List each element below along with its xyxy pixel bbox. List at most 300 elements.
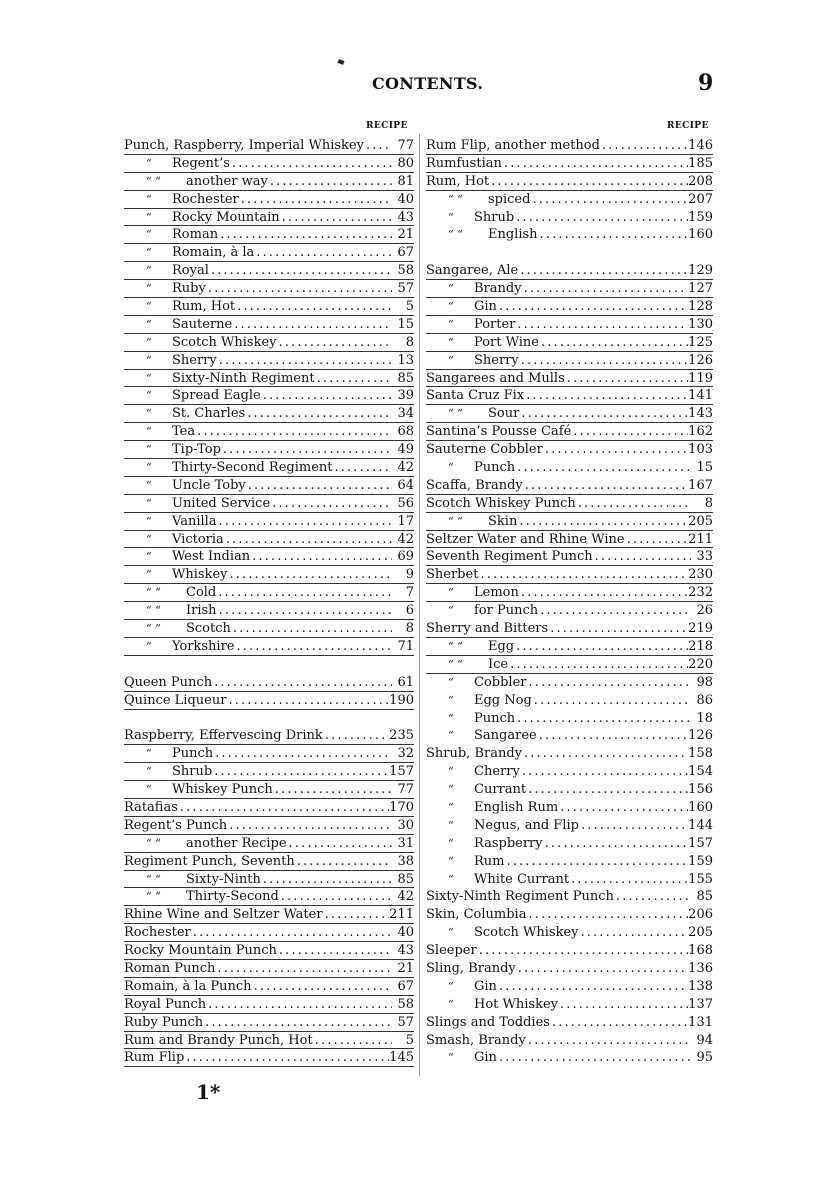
index-entry (426, 996, 713, 1014)
leader-dots (515, 710, 691, 728)
leader-dots (230, 155, 392, 173)
index-entry (426, 799, 713, 817)
leader-dots (579, 924, 689, 942)
index-entry (124, 191, 414, 209)
entry-page-number: 39 (397, 388, 414, 404)
entry-page-number: 143 (688, 406, 713, 422)
leader-dots (571, 423, 688, 441)
entry-page-number: 211 (688, 531, 713, 547)
entry-page-number: 160 (688, 227, 713, 243)
leader-dots (515, 459, 691, 477)
entry-title: Spread Eagle (172, 388, 261, 404)
leader-dots (209, 262, 392, 280)
index-entry (426, 978, 713, 996)
entry-text (426, 656, 508, 674)
entry-text (124, 853, 295, 871)
right-column (426, 137, 713, 1067)
entry-title: Sangarees and Mulls (426, 370, 565, 386)
index-entry (124, 763, 414, 781)
entry-text (426, 387, 524, 405)
entry-title: Cobbler (474, 674, 527, 690)
entry-page-number: 154 (688, 764, 713, 780)
entry-title: Whiskey (172, 567, 228, 583)
entry-title: Regent’s Punch (124, 817, 228, 833)
entry-page-number: 220 (688, 656, 713, 672)
entry-text (426, 280, 522, 298)
leader-dots (515, 316, 688, 334)
entry-title: Rum (474, 853, 505, 869)
entry-title: Thirty-Second (186, 889, 279, 905)
entry-page-number: 33 (696, 549, 713, 565)
column-divider (419, 134, 420, 1076)
index-entry (124, 209, 414, 227)
entry-page-number: 40 (397, 191, 414, 207)
entry-page-number: 77 (397, 138, 414, 153)
entry-page-number: 130 (688, 316, 713, 332)
entry-page-number: 167 (688, 477, 713, 493)
entry-page-number: 126 (688, 728, 713, 744)
ditto-mark: “ (146, 478, 152, 492)
index-entry (124, 226, 414, 244)
leader-dots (478, 566, 688, 584)
entry-title: Sauterne (172, 316, 233, 332)
entry-text (124, 763, 212, 781)
entry-page-number: 42 (397, 531, 414, 547)
entry-text (124, 960, 215, 978)
entry-title: English (488, 227, 538, 243)
right-column-label: RECIPE (667, 121, 709, 131)
entry-title: United Service (172, 495, 271, 511)
entry-text (426, 674, 526, 692)
entry-text (426, 620, 548, 638)
leader-dots (206, 280, 392, 298)
ditto-mark: “ (448, 800, 454, 814)
leader-dots (614, 888, 691, 906)
leader-dots (235, 298, 392, 316)
index-entry (426, 226, 713, 244)
leader-dots (538, 602, 691, 620)
index-entry (426, 584, 713, 602)
index-entry (124, 370, 414, 388)
entry-text (426, 441, 543, 459)
entry-page-number: 207 (688, 191, 713, 207)
entry-text (426, 888, 614, 906)
leader-dots (625, 531, 689, 549)
index-entry (426, 835, 713, 853)
entry-title: Punch (474, 710, 516, 726)
leader-dots (212, 763, 389, 781)
leader-dots (273, 781, 392, 799)
entry-text (124, 352, 217, 370)
index-entry (124, 316, 414, 334)
entry-text (124, 495, 270, 513)
leader-dots (489, 173, 688, 191)
index-entry (426, 316, 713, 334)
left-column-label: RECIPE (366, 121, 408, 131)
entry-title: Shrub, Brandy (426, 746, 523, 762)
leader-dots (252, 978, 392, 996)
entry-title: Vanilla (172, 513, 217, 529)
index-entry (426, 262, 713, 280)
entry-text (124, 566, 227, 584)
entry-title: Egg (488, 638, 515, 654)
entry-title: Queen Punch (124, 674, 213, 690)
leader-dots (539, 334, 688, 352)
entry-title: Punch, Raspberry, Imperial Whiskey (124, 138, 364, 153)
ditto-mark: “ (146, 461, 152, 475)
leader-dots (261, 387, 392, 405)
ditto-mark: “ (448, 818, 454, 832)
entry-page-number: 126 (688, 352, 713, 368)
leader-dots (550, 1014, 688, 1032)
entry-title: Punch (172, 746, 214, 762)
leader-dots (224, 531, 392, 549)
leader-dots (517, 513, 688, 531)
entry-title: Royal Punch (124, 996, 207, 1012)
entry-title: Sixty-Ninth (186, 871, 261, 887)
entry-page-number: 40 (397, 925, 414, 941)
entry-page-number: 230 (688, 567, 713, 583)
entry-page-number: 30 (397, 817, 414, 833)
index-entry (124, 1049, 414, 1067)
entry-text (124, 781, 273, 799)
entry-text (124, 799, 178, 817)
entry-page-number: 42 (397, 889, 414, 905)
index-entry (124, 262, 414, 280)
entry-text (124, 602, 217, 620)
entry-text (124, 316, 232, 334)
entry-page-number: 71 (397, 638, 414, 654)
entry-title: Sixty-Ninth Regiment (172, 370, 315, 386)
index-entry (124, 298, 414, 316)
index-entry (426, 656, 713, 674)
ditto-mark: “ (146, 282, 152, 296)
entry-text (124, 513, 217, 531)
ditto-mark: “ “ (448, 514, 463, 528)
entry-title: Gin (474, 299, 497, 315)
leader-dots (502, 155, 688, 173)
leader-dots (497, 1049, 691, 1067)
ditto-mark: “ (146, 747, 152, 761)
index-entry (124, 638, 414, 656)
entry-title: Santina’s Pousse Café (426, 424, 572, 440)
entry-text (426, 531, 625, 549)
leader-dots (287, 835, 392, 853)
entry-page-number: 155 (688, 871, 713, 887)
entry-title: Royal (172, 263, 209, 279)
ditto-mark: “ (146, 192, 152, 206)
entry-title: Rocky Mountain (172, 209, 280, 225)
entry-text (124, 137, 364, 155)
entry-title: Slings and Toddies (426, 1014, 550, 1030)
spacer (124, 710, 414, 728)
entry-text (124, 477, 246, 495)
index-entry (426, 727, 713, 745)
page-number: 9 (698, 70, 714, 96)
index-entry (426, 548, 713, 566)
leader-dots (246, 477, 392, 495)
entry-page-number: 137 (688, 996, 713, 1012)
ditto-mark: “ (146, 496, 152, 510)
index-entry (124, 781, 414, 799)
entry-text (124, 423, 195, 441)
entry-text (426, 316, 515, 334)
leader-dots (526, 906, 688, 924)
entry-text (124, 370, 315, 388)
leader-dots (217, 513, 392, 531)
leader-dots (520, 763, 688, 781)
leader-dots (212, 674, 392, 692)
leader-dots (514, 209, 688, 227)
leader-dots (206, 996, 392, 1014)
entry-page-number: 159 (688, 853, 713, 869)
index-entry (426, 710, 713, 728)
entry-text (124, 262, 209, 280)
index-entry (124, 173, 414, 191)
entry-page-number: 13 (397, 352, 414, 368)
entry-title: another way (186, 173, 268, 189)
leader-dots (245, 405, 392, 423)
leader-dots (280, 209, 392, 227)
entry-text (426, 835, 543, 853)
index-entry (124, 137, 414, 155)
leader-dots (524, 387, 688, 405)
leader-dots (270, 495, 392, 513)
index-entry (124, 280, 414, 298)
index-entry (124, 477, 414, 495)
entry-title: Ruby Punch (124, 1014, 204, 1030)
leader-dots (522, 280, 689, 298)
entry-title: Sangaree (474, 728, 537, 744)
entry-page-number: 146 (688, 138, 713, 153)
entry-title: Rum Flip (124, 1050, 185, 1066)
entry-page-number: 232 (688, 585, 713, 601)
entry-title: Brandy (474, 281, 522, 297)
entry-page-number: 61 (397, 674, 414, 690)
entry-title: Porter (474, 316, 516, 332)
entry-text (124, 548, 250, 566)
entry-title: Roman (172, 227, 219, 243)
entry-page-number: 81 (397, 173, 414, 189)
index-entry (426, 1049, 713, 1067)
index-entry (124, 244, 414, 262)
ditto-mark: “ (146, 335, 152, 349)
entry-text (124, 978, 252, 996)
entry-text (426, 352, 519, 370)
leader-dots (505, 853, 689, 871)
entry-page-number: 15 (397, 316, 414, 332)
ditto-mark: “ (448, 1051, 454, 1065)
ditto-mark: “ (146, 228, 152, 242)
entry-text (426, 692, 532, 710)
entry-page-number: 206 (688, 907, 713, 923)
entry-title: Rum, Hot (172, 299, 236, 315)
entry-text (124, 906, 323, 924)
index-entry (426, 1032, 713, 1050)
entry-title: Sherry (474, 352, 519, 368)
leader-dots (593, 548, 691, 566)
index-entry (426, 745, 713, 763)
entry-title: Rocky Mountain Punch (124, 943, 277, 959)
ditto-mark: “ (146, 246, 152, 260)
index-entry (426, 352, 713, 370)
entry-text (426, 602, 538, 620)
entry-title: Gin (474, 978, 497, 994)
index-entry (426, 1014, 713, 1032)
entry-title: Shrub (474, 209, 515, 225)
entry-text (426, 209, 514, 227)
entry-title: Sherry (172, 352, 217, 368)
index-entry (124, 960, 414, 978)
entry-page-number: 8 (405, 334, 414, 350)
ditto-mark: “ (146, 317, 152, 331)
index-entry (426, 817, 713, 835)
index-entry (124, 835, 414, 853)
entry-text (426, 978, 497, 996)
entry-text (426, 548, 593, 566)
spacer (124, 656, 414, 674)
ditto-mark: “ “ (146, 174, 161, 188)
entry-page-number: 49 (397, 442, 414, 458)
index-entry (426, 298, 713, 316)
leader-dots (558, 996, 688, 1014)
entry-title: Whiskey Punch (172, 782, 273, 798)
entry-page-number: 156 (688, 782, 713, 798)
entry-title: Scotch Whiskey (172, 334, 277, 350)
entry-page-number: 205 (688, 925, 713, 941)
entry-page-number: 21 (397, 227, 414, 243)
entry-text (124, 996, 206, 1014)
entry-title: Sherbet (426, 567, 479, 583)
index-entry (124, 495, 414, 513)
entry-title: Regent’s (172, 155, 230, 171)
index-entry (124, 745, 414, 763)
index-entry (426, 674, 713, 692)
ditto-mark: “ (146, 371, 152, 385)
entry-title: Tea (172, 424, 196, 440)
index-entry (426, 942, 713, 960)
entry-text (426, 370, 565, 388)
entry-text (124, 1014, 203, 1032)
entry-text (124, 871, 261, 889)
index-entry (426, 906, 713, 924)
entry-page-number: 127 (688, 281, 713, 297)
leader-dots (497, 978, 688, 996)
leader-dots (213, 745, 392, 763)
index-entry (426, 531, 713, 549)
entry-text (124, 1049, 184, 1067)
entry-text (426, 763, 520, 781)
entry-title: Romain, à la (172, 245, 255, 261)
entry-page-number: 94 (696, 1032, 713, 1048)
leader-dots (537, 727, 688, 745)
ditto-mark: “ “ (146, 872, 161, 886)
leader-dots (254, 244, 392, 262)
entry-title: Sleeper (426, 943, 477, 959)
index-entry (426, 692, 713, 710)
index-entry (426, 405, 713, 423)
index-entry (124, 531, 414, 549)
leader-dots (526, 781, 688, 799)
entry-title: Hot Whiskey (474, 996, 558, 1012)
ditto-mark: “ (448, 586, 454, 600)
leader-dots (569, 871, 688, 889)
leader-dots (600, 137, 688, 155)
leader-dots (543, 835, 689, 853)
leader-dots (239, 191, 392, 209)
leader-dots (497, 298, 688, 316)
entry-page-number: 43 (397, 209, 414, 225)
entry-text (124, 173, 268, 191)
entry-text (124, 441, 221, 459)
entry-text (426, 817, 579, 835)
leader-dots (530, 191, 688, 209)
entry-title: Raspberry (474, 835, 543, 851)
leader-dots (323, 906, 390, 924)
leader-dots (295, 853, 392, 871)
entry-page-number: 141 (688, 388, 713, 404)
ditto-mark: “ (146, 514, 152, 528)
entry-title: Egg Nog (474, 692, 532, 708)
index-entry (426, 763, 713, 781)
entry-text (426, 173, 489, 191)
index-entry (124, 799, 414, 817)
entry-title: Ice (488, 656, 509, 672)
leader-dots (184, 1049, 389, 1067)
ditto-mark: “ (448, 872, 454, 886)
entry-text (426, 191, 530, 209)
ditto-mark: “ (146, 210, 152, 224)
entry-text (426, 1049, 497, 1067)
page-title: CONTENTS. (372, 74, 484, 93)
entry-text (124, 334, 277, 352)
leader-dots (227, 817, 392, 835)
leader-dots (261, 871, 392, 889)
entry-page-number: 85 (696, 889, 713, 905)
leader-dots (227, 566, 392, 584)
leader-dots (216, 584, 392, 602)
leader-dots (523, 477, 688, 495)
left-column (124, 137, 414, 1067)
entry-title: Quince Liqueur (124, 692, 227, 708)
entry-title: Sixty-Ninth Regiment Punch (426, 889, 614, 905)
entry-title: Regiment Punch, Seventh (124, 853, 295, 869)
ditto-mark: “ (448, 300, 454, 314)
ditto-mark: “ “ (448, 657, 463, 671)
index-entry (426, 495, 713, 513)
ditto-mark: “ (146, 353, 152, 367)
entry-title: Ruby (172, 281, 206, 297)
entry-page-number: 145 (389, 1050, 414, 1066)
index-entry (124, 871, 414, 889)
index-entry (124, 387, 414, 405)
entry-title: Roman Punch (124, 960, 216, 976)
leader-dots (191, 924, 392, 942)
index-entry (124, 853, 414, 871)
entry-title: Port Wine (474, 334, 539, 350)
ditto-mark: “ (448, 979, 454, 993)
entry-page-number: 32 (397, 746, 414, 762)
entry-page-number: 5 (405, 299, 414, 315)
entry-text (124, 835, 287, 853)
ditto-mark: “ (448, 729, 454, 743)
leader-dots (333, 459, 393, 477)
entry-text (124, 692, 226, 710)
ditto-mark: “ (448, 317, 454, 331)
entry-text (426, 638, 514, 656)
entry-text (124, 155, 230, 173)
ditto-mark: “ “ (146, 586, 161, 600)
